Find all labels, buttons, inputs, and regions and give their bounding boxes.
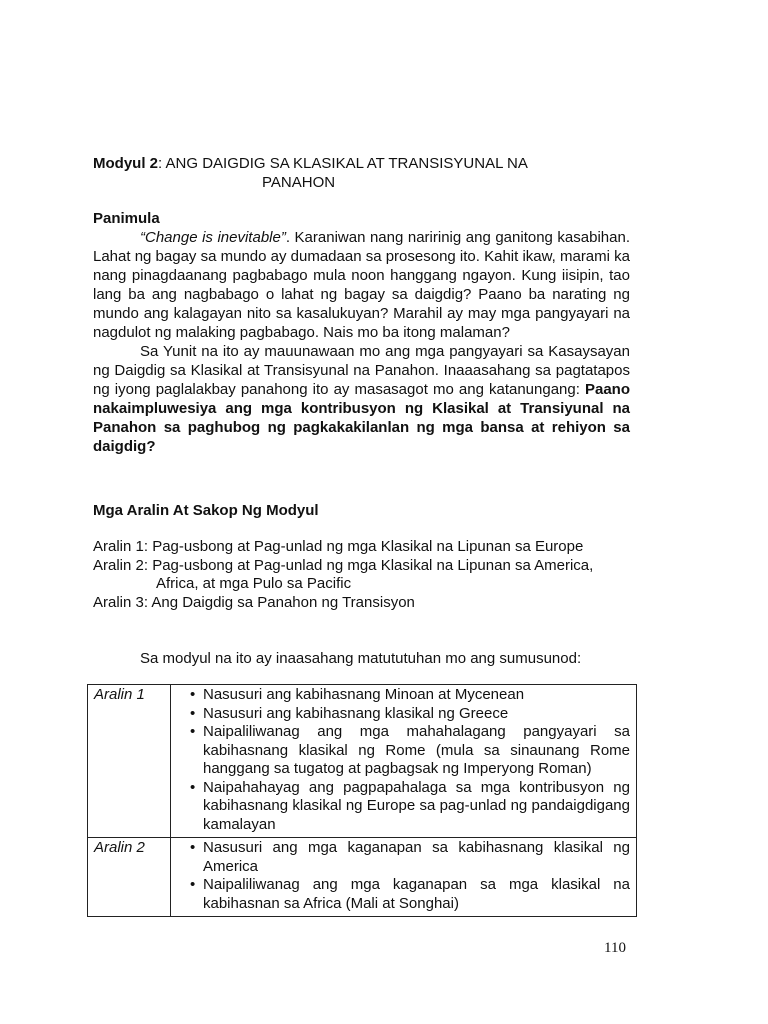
objective-item bbox=[190, 876, 630, 913]
objective-item bbox=[190, 686, 630, 705]
aralin-1-item: Aralin 1: Pag-usbong at Pag-unlad ng mga Klasikal na Lipunan sa Europe bbox=[93, 538, 584, 555]
panimula-paragraph-1 bbox=[93, 228, 630, 342]
objectives-intro: Sa modyul na ito ay inaasahang matututuhan mo ang sumusunod: bbox=[140, 650, 582, 667]
objective-text: Nasusuri ang kabihasnang Minoan at Mycenean bbox=[203, 686, 525, 703]
bullet-icon: • bbox=[190, 723, 196, 740]
aralin-2-item: Aralin 2: Pag-usbong at Pag-unlad ng mga Klasikal na Lipunan sa America, bbox=[93, 556, 594, 574]
objective-list bbox=[177, 839, 630, 913]
row-label: Aralin 1 bbox=[88, 685, 171, 838]
objective-item bbox=[190, 723, 630, 779]
objectives-table bbox=[87, 684, 637, 917]
panimula-paragraph-2 bbox=[93, 342, 630, 456]
objective-list bbox=[177, 686, 630, 834]
aralin-section-heading: Mga Aralin At Sakop Ng Modyul bbox=[93, 502, 319, 519]
panimula-heading: Panimula bbox=[93, 210, 160, 227]
objective-text: Naipahahayag ang pagpapahalaga sa mga kontribusyon ng kabihasnang klasikal ng Europe sa pag-unlad ng pandaigdigang kamalayan bbox=[203, 778, 630, 833]
table-row bbox=[88, 838, 637, 917]
aralin-3-item: Aralin 3: Ang Daigdig sa Panahon ng Transisyon bbox=[93, 593, 415, 611]
panimula-body bbox=[93, 228, 630, 456]
objective-item bbox=[190, 839, 630, 876]
objective-text: Nasusuri ang mga kaganapan sa kabihasnang klasikal ng America bbox=[203, 839, 630, 875]
quote-text: “Change is inevitable” bbox=[140, 229, 286, 246]
objective-text: Naipaliliwanag ang mga kaganapan sa mga klasikal na kabihasnan sa Africa (Mali at Songhai) bbox=[203, 876, 630, 912]
module-title bbox=[93, 155, 528, 172]
module-number: Modyul 2 bbox=[93, 155, 159, 172]
table-row bbox=[88, 685, 637, 838]
objective-item bbox=[190, 705, 630, 724]
row-objectives bbox=[171, 838, 637, 917]
objective-text: Nasusuri ang kabihasnang klasikal ng Greece bbox=[203, 704, 509, 722]
paragraph-1-rest: . Karaniwan nang naririnig ang ganitong kasabihan. Lahat ng bagay sa mundo ay dumadaan sa prosesong ito. Kahit ikaw, marami ka nang pinagdaanang pagbabago mula noon hanggang ngayon. Kung iisipin, tao lang ba ang nagbabago o lahat ng bagay sa daigdig? Paano ba narating ng mundo ang kalagayan nito sa kasalukuyan? Marahil ay may mga pangyayari na nagdulot ng malaking pagbabago. Nais mo ba itong malaman? bbox=[93, 229, 630, 341]
bullet-icon: • bbox=[190, 704, 196, 722]
page-number: 110 bbox=[604, 940, 626, 956]
objective-item bbox=[190, 779, 630, 835]
row-objectives bbox=[171, 685, 637, 838]
paragraph-2-text: Sa Yunit na ito ay mauunawaan mo ang mga pangyayari sa Kasaysayan ng Daigdig sa Klasikal at Transisyunal na Panahon. Inaaasahang sa pagtatapos ng iyong paglalakbay panahong ito ay masasagot mo ang katanungang: bbox=[93, 343, 630, 398]
bullet-icon: • bbox=[190, 686, 196, 703]
objective-text: Naipaliliwanag ang mga mahahalagang pangyayari sa kabihasnang klasikal ng Rome (mula sa sinaunang Rome hanggang sa tugatog at pagbagsak ng Imperyong Roman) bbox=[203, 723, 630, 777]
guiding-question: Paano nakaimpluwesiya ang mga kontribusyon ng Klasikal at Transiyunal na Panahon sa paghubog ng pagkakakilanlan ng mga bansa at rehiyon sa daigdig? bbox=[93, 381, 630, 455]
aralin-list bbox=[93, 538, 593, 612]
bullet-icon: • bbox=[190, 876, 196, 893]
bullet-icon: • bbox=[190, 839, 196, 856]
aralin-2-item-continued: Africa, at mga Pulo sa Pacific bbox=[156, 575, 352, 592]
module-title-text: : ANG DAIGDIG SA KLASIKAL AT TRANSISYUNAL NA bbox=[158, 155, 528, 172]
bullet-icon: • bbox=[190, 778, 196, 796]
row-label: Aralin 2 bbox=[88, 838, 171, 917]
module-title-continuation: PANAHON bbox=[262, 174, 336, 191]
